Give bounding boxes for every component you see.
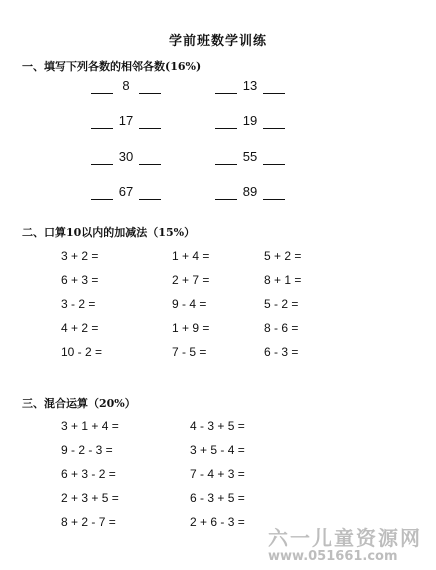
neighbor-number-item — [215, 149, 305, 169]
equation: 8 - 6 = — [264, 321, 299, 335]
equation: 6 - 3 + 5 = — [190, 491, 245, 505]
answer-blank-left[interactable] — [215, 93, 237, 94]
given-number: 55 — [242, 149, 258, 164]
neighbor-number-item — [215, 184, 305, 204]
given-number: 19 — [242, 113, 258, 128]
answer-blank-left[interactable] — [91, 93, 113, 94]
equation: 4 + 2 = — [61, 321, 99, 335]
neighbor-number-item — [91, 149, 181, 169]
equation: 4 - 3 + 5 = — [190, 419, 245, 433]
site-watermark — [268, 522, 436, 564]
answer-blank-right[interactable] — [139, 164, 161, 165]
equation: 2 + 6 - 3 = — [190, 515, 245, 529]
neighbor-number-item — [91, 78, 181, 98]
answer-blank-right[interactable] — [263, 199, 285, 200]
answer-blank-left[interactable] — [91, 164, 113, 165]
equation: 2 + 3 + 5 = — [61, 491, 119, 505]
given-number: 30 — [118, 149, 134, 164]
answer-blank-left[interactable] — [215, 128, 237, 129]
equation: 3 + 2 = — [61, 249, 99, 263]
section-heading-1: 一、填写下列各数的相邻各数(16%) — [22, 60, 202, 73]
answer-blank-right[interactable] — [263, 93, 285, 94]
equation: 6 - 3 = — [264, 345, 299, 359]
equation: 7 - 4 + 3 = — [190, 467, 245, 481]
equation: 3 - 2 = — [61, 297, 96, 311]
equation: 2 + 7 = — [172, 273, 210, 287]
given-number: 13 — [242, 78, 258, 93]
neighbor-number-item — [215, 113, 305, 133]
section-heading-3: 三、混合运算（20%） — [22, 397, 136, 410]
answer-blank-left[interactable] — [215, 199, 237, 200]
equation: 10 - 2 = — [61, 345, 103, 359]
given-number: 8 — [122, 78, 130, 93]
equation: 9 - 2 - 3 = — [61, 443, 113, 457]
given-number: 67 — [118, 184, 134, 199]
watermark-text: 六一儿童资源网 — [268, 526, 422, 550]
equation: 6 + 3 - 2 = — [61, 467, 116, 481]
equation: 8 + 2 - 7 = — [61, 515, 116, 529]
equation: 6 + 3 = — [61, 273, 99, 287]
answer-blank-right[interactable] — [139, 128, 161, 129]
answer-blank-left[interactable] — [91, 128, 113, 129]
answer-blank-right[interactable] — [139, 93, 161, 94]
watermark-url: www.051661.com — [268, 549, 398, 564]
equation: 7 - 5 = — [172, 345, 207, 359]
answer-blank-left[interactable] — [215, 164, 237, 165]
section-heading-2: 二、口算10以内的加减法（15%） — [22, 226, 196, 239]
answer-blank-right[interactable] — [263, 128, 285, 129]
equation: 3 + 5 - 4 = — [190, 443, 245, 457]
equation: 1 + 9 = — [172, 321, 210, 335]
equation: 9 - 4 = — [172, 297, 207, 311]
equation: 3 + 1 + 4 = — [61, 419, 119, 433]
given-number: 17 — [118, 113, 134, 128]
neighbor-number-item — [91, 184, 181, 204]
answer-blank-right[interactable] — [139, 199, 161, 200]
equation: 1 + 4 = — [172, 249, 210, 263]
equation: 5 + 2 = — [264, 249, 302, 263]
equation: 5 - 2 = — [264, 297, 299, 311]
given-number: 89 — [242, 184, 258, 199]
answer-blank-left[interactable] — [91, 199, 113, 200]
neighbor-number-item — [91, 113, 181, 133]
equation: 8 + 1 = — [264, 273, 302, 287]
page-title: 学前班数学训练 — [168, 34, 267, 49]
neighbor-number-item — [215, 78, 305, 98]
answer-blank-right[interactable] — [263, 164, 285, 165]
